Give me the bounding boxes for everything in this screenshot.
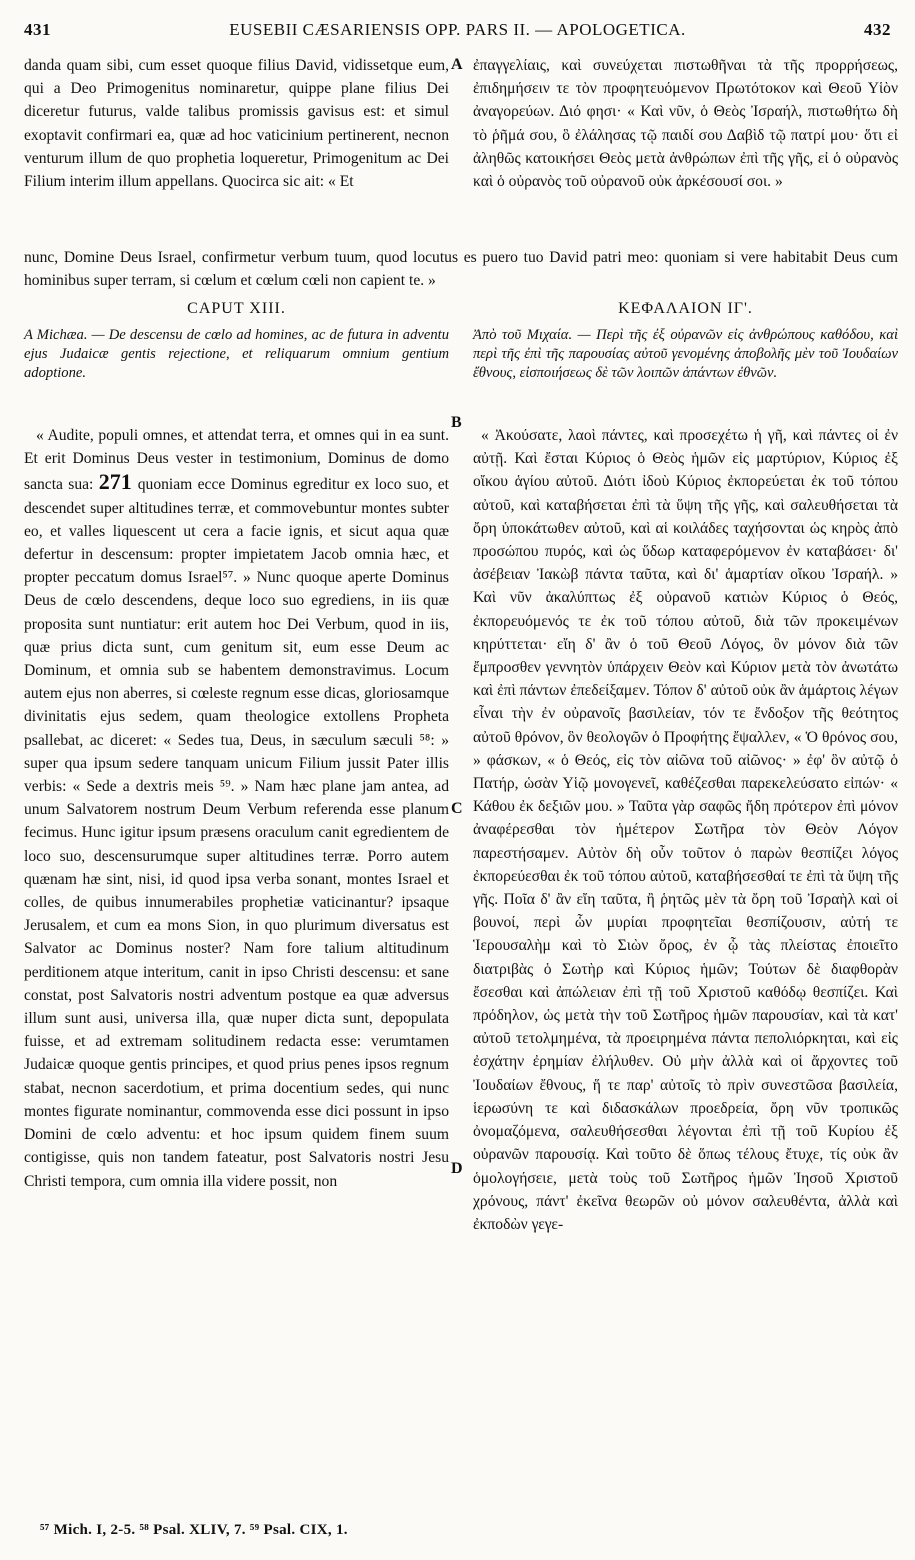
chapter-summary-greek-text: Ἀπὸ τοῦ Μιχαία. — Περὶ τῆς ἐξ οὐρανῶν εἰς ἀνθρώπους καθόδου, καὶ περὶ τῆς ἐπὶ τῆς παρουσίας αὐτοῦ γενομένης ἀποβολῆς μὲν τοῦ Ἰουδαίων ἔθνους, εἰσποιήσεως δὲ τῶν λοιπῶν ἁπάντων ἐθνῶν. — [473, 327, 898, 381]
full-width-latin-text: nunc, Domine Deus Israel, confirmetur verbum tuum, quod locutus es puero tuo David patri meo: quoniam si vere habitabit Deus cum hominibus super terram, si cœlum et cœlum cœli non capient te. » — [24, 249, 898, 290]
chapter-summary-latin-text: A Michæa. — De descensu de cœlo ad homines, ac de futura in adventu ejus Judaicæ gentis rejectione, et reliquarum omnium gentium adoptione. — [24, 327, 449, 381]
chapter-title-latin: CAPUT XIII. — [187, 300, 286, 317]
footnotes: ⁵⁷ Mich. I, 2-5. ⁵⁸ Psal. XLIV, 7. ⁵⁹ Psal. CIX, 1. — [40, 1522, 348, 1538]
page-number-right: 432 — [864, 20, 891, 39]
latin-column-body — [24, 424, 449, 1193]
margin-marker-b: B — [451, 414, 462, 431]
margin-marker-c: C — [451, 800, 463, 817]
page-number-left: 431 — [24, 20, 51, 39]
full-width-latin — [24, 246, 898, 292]
greek-body-text: « Ἀκούσατε, λαοὶ πάντες, καὶ προσεχέτω ἡ γῆ, καὶ πάντες οἱ ἐν αὐτῇ. Καὶ ἔσται Κύριος ὁ Θεὸς ἡμῶν εἰς μαρτύριον, Κύριος ἐξ οἴκου ἁγίου αὐτοῦ. Διότι ἰδοὺ Κύριος ἐκπορεύεται ἐκ τοῦ τόπου αὐτοῦ, καὶ καταβήσεται ἐπὶ τὰ ὕψη τῆς γῆς, καὶ σαλευθήσεται τὰ ὄρη ὑποκάτωθεν αὐτοῦ, καὶ αἱ κοιλάδες ταχήσονται ὡς κηρὸς ἀπὸ προσώπου πυρός, καὶ ὡς ὕδωρ καταφερόμενον ἐν καταβάσει· δι' ἀσέβειαν Ἰακὼβ πάντα ταῦτα, καὶ δι' ἁμαρτίαν οἴκου Ἰσραήλ. » Καὶ νῦν ἀκαλύπτως ἐξ οὐρανοῦ κατιὼν Κύριος ὁ Θεός, ἐκπορευόμενός τε ἐκ τοῦ τόπου αὐτοῦ, διὰ τῶν προκειμένων κηρύττεται· εἴη δ' ἂν ὁ τοῦ Θεοῦ Λόγος, ὃν μόνον διὰ τῶν ἔμπροσθεν γεννητὸν ὑπάρχειν Θεὸν καὶ Κύριον μετὰ τὸν ἀνωτάτω καὶ ἐπὶ πάντων ἐπεδείξαμεν. Τόπον δ' αὐτοῦ οὐκ ἂν ἁμάρτοις λέγων εἶναι τὴν ἐν οὐρανοῖς βασιλείαν, τόν τε ἔνδοξον τῆς θεότητος αὐτοῦ θρόνον, ὃν θεολογῶν ὁ Προφήτης ἔψαλλεν, « Ὁ θρόνος σου, » φάσκων, « ὁ Θεός, εἰς τὸν αἰῶνα τοῦ αἰῶνος· » ἐφ' ὃν αὐτῷ ὁ Πατήρ, ὡσὰν Υἱῷ μονογενεῖ, καθέζεσθαι παρεκελεύσατο εἰπών· « Κάθου ἐκ δεξιῶν μου. » Ταῦτα γὰρ σαφῶς ἤδη πρότερον ἐπὶ μόνον ἀναφέρεσθαι τὸν ἡμέτερον Σωτῆρα τὸν Θεὸν Λόγον παρεστήσαμεν. Αὐτὸν δὴ οὖν τοῦτον ὁ παρὼν θεσπίζει λόγος ἐκπορεύεσθαι ἐκ τοῦ τόπου αὐτοῦ, καταβήσεσθαί τε ἐπὶ τὰ ὕψη τῆς γῆς. Ποῖα δ' ἂν εἴη ταῦτα, ἢ ῥητῶς μὲν τὰ ὄρη τοῦ Ἰσραὴλ καὶ οἱ βουνοί, περὶ ὧν μυρίαι προφητεῖαι θεσπίζουσιν, αὐτή τε Ἱερουσαλὴμ καὶ τὸ Σιὼν ὄρος, ἐν ᾧ τὰς πλείστας ἐποιεῖτο διατριβὰς ὁ Σωτὴρ καὶ Κύριος ἡμῶν; Τούτων δὲ διαφθορὰν ἔσεσθαι καὶ ἀπώλειαν ἐπὶ τῇ τοῦ Χριστοῦ καθόδῳ θεσπίζει. Καὶ πρόδηλον, ὡς μετὰ τὴν τοῦ Σωτῆρος ἡμῶν παρουσίαν, καὶ τὰ κατ' αὐτοῦ τετολμημένα, τὰ προειρημένα πάντα πεπολιόρκηται, καὶ εἰς ἐσχάτην ἐρημίαν ἐλήλυθεν. Οὐ μὴν ἀλλὰ καὶ οἱ ἄρχοντες τοῦ Ἰουδαίων ἔθνους, ἥ τε παρ' αὐτοῖς τὸ πρὶν συνεστῶσα βασιλεία, ἱερωσύνη τε καὶ διδασκάλων προεδρεία, ὄρη νῦν τροπικῶς ὀνομαζόμενα, σαλευθήσεσθαι λέγονται ἐπὶ τῇ τοῦ Κυρίου ἐξ οὐρανῶν παρουσίᾳ. Καὶ τοῦτο δὲ ὅπως τέλους ἔτυχε, τίς οὐκ ἂν ὁμολογήσειε, μετὰ τοὺς τοῦ Σωτῆρος ἡμῶν Ἰησοῦ Χριστοῦ χρόνους, πάντ' ἐκεῖνα θεωρῶν οὐ μόνον σαλευθέντα, ἀλλὰ καὶ ἐκποδὼν γεγε- — [473, 427, 898, 1233]
greek-top-text: ἐπαγγελίαις, καὶ συνεύχεται πιστωθῆναι τὰ τῆς προρρήσεως, ἐπιδημήσειν τε τὸν προφητευόμενον Πρωτότοκον καὶ Θεοῦ Υἱὸν ἀναγορεύων. Διό φησι· « Καὶ νῦν, ὁ Θεὸς Ἰσραήλ, πιστωθήτω δὴ τὸ ῥῆμά σου, ὃ ἐλάλησας τῷ παιδί σου Δαβὶδ τῷ πατρί μου· ὅτι εἰ ἀληθῶς κατοικήσει Θεὸς μετὰ ἀνθρώπων ἐπὶ τῆς γῆς, εἰ ὁ οὐρανὸς καὶ ὁ οὐρανὸς τοῦ οὐρανοῦ οὐκ ἀρκέσουσί σοι. » — [473, 57, 898, 191]
running-title: EUSEBII CÆSARIENSIS OPP. PARS II. — APOLOGETICA. — [229, 20, 686, 39]
greek-column-body — [473, 424, 898, 1236]
chapter-summary-latin — [24, 326, 449, 383]
latin-top-text: danda quam sibi, cum esset quoque filius David, vidissetque eum, qui a Deo Primogenitus nominaretur, quippe plane filius Dei diceretur futurus, valde talibus promissis gavisus est: et simul exoptavit confirmari ea, quæ ad hoc vaticinium pertinerent, necnon venturum illum de quo prophetia loqueretur, Primogenitum ac Dei Filium interim illum appellans. Quocirca sic ait: « Et — [24, 57, 449, 191]
column-number: 271 — [98, 469, 132, 495]
greek-column-top — [473, 54, 898, 193]
latin-body-opening: « Audite, populi omnes, et attendat terra, et omnes qui in ea sunt. Et erit Dominus Deus vester in testimonium, Dominus de domo sancta sua: — [24, 427, 449, 494]
page-header — [18, 20, 897, 44]
latin-body-text: quoniam ecce Dominus egreditur ex loco suo, et descendet super altitudines terræ, et commovebuntur montes subter eo, et valles liquescent ut cera a facie ignis, et sicut aqua quæ defertur in descensum: propter impietatem Jacob omnia hæc, et propter peccatum domus Israel⁵⁷. » Nunc quoque aperte Dominus Deus de cœlo descendens, deque loco suo egrediens, in iis quæ proposita sunt nuntiatur: erit autem hoc Dei Verbum, quod in iis, quæ prius dicta sunt, cum genitum sit, eum esse Deum ac Dominum, et omnia sub se habentem demonstravimus. Locum autem ejus non aberres, si cœleste regnum esse dicas, gloriosamque divinitatis ejus sedem, quam theologice extollens Propheta psallebat, ac diceret: « Sedes tua, Deus, in sæculum sæculi ⁵⁸: » super qua ipsum sedere tanquam unicum Filium jussit Pater illis verbis: « Sede a dextris meis ⁵⁹. » Nam hæc plane jam antea, ad unum Salvatorem nostrum Deum Verbum referenda esse planum fecimus. Hunc igitur ipsum præsens oraculum canit egredientem de loco suo, descensurumque super altitudines terræ. Porro autem quænam hæ sint, nisi, id quod ipsa verba sonant, montes Israel et colles, de quibus innumerabiles prophetiæ vaticinantur? ipsaque Jerusalem, et cum ea mons Sion, in quo plurimum diversatus est Salvator ac Dominus noster? Nam fore talium altitudinum perditionem atque interitum, canit in ipso Christi descensu: et sane constat, post Salvatoris nostri adventum postque ea quæ adversus illum sunt ausi, universa illa, quæ nuper dicta sunt, depopulata fuisse, et ad extremam solitudinem redacta esse: verumtamen Judaicæ quoque gentis principes, et quod prius penes ipsos regnum stabat, necnon sacerdotium, et prima docentium sedes, qui nunc montes figurate nominantur, commovenda esse dici possunt in ipso Domini de cœlo adventu: et hoc ipsum quidem finem suum contigisse, quis non tandem fateatur, post Salvatoris nostri Jesu Christi tempora, cum omnia illa videre possit, non — [24, 476, 450, 1190]
chapter-title-greek: ΚΕΦΑΛΑΙΟΝ ΙΓ'. — [618, 300, 753, 317]
margin-marker-d: D — [451, 1160, 463, 1177]
chapter-summary-greek — [473, 326, 898, 383]
latin-column-top — [24, 54, 449, 193]
margin-marker-a: A — [451, 56, 463, 73]
